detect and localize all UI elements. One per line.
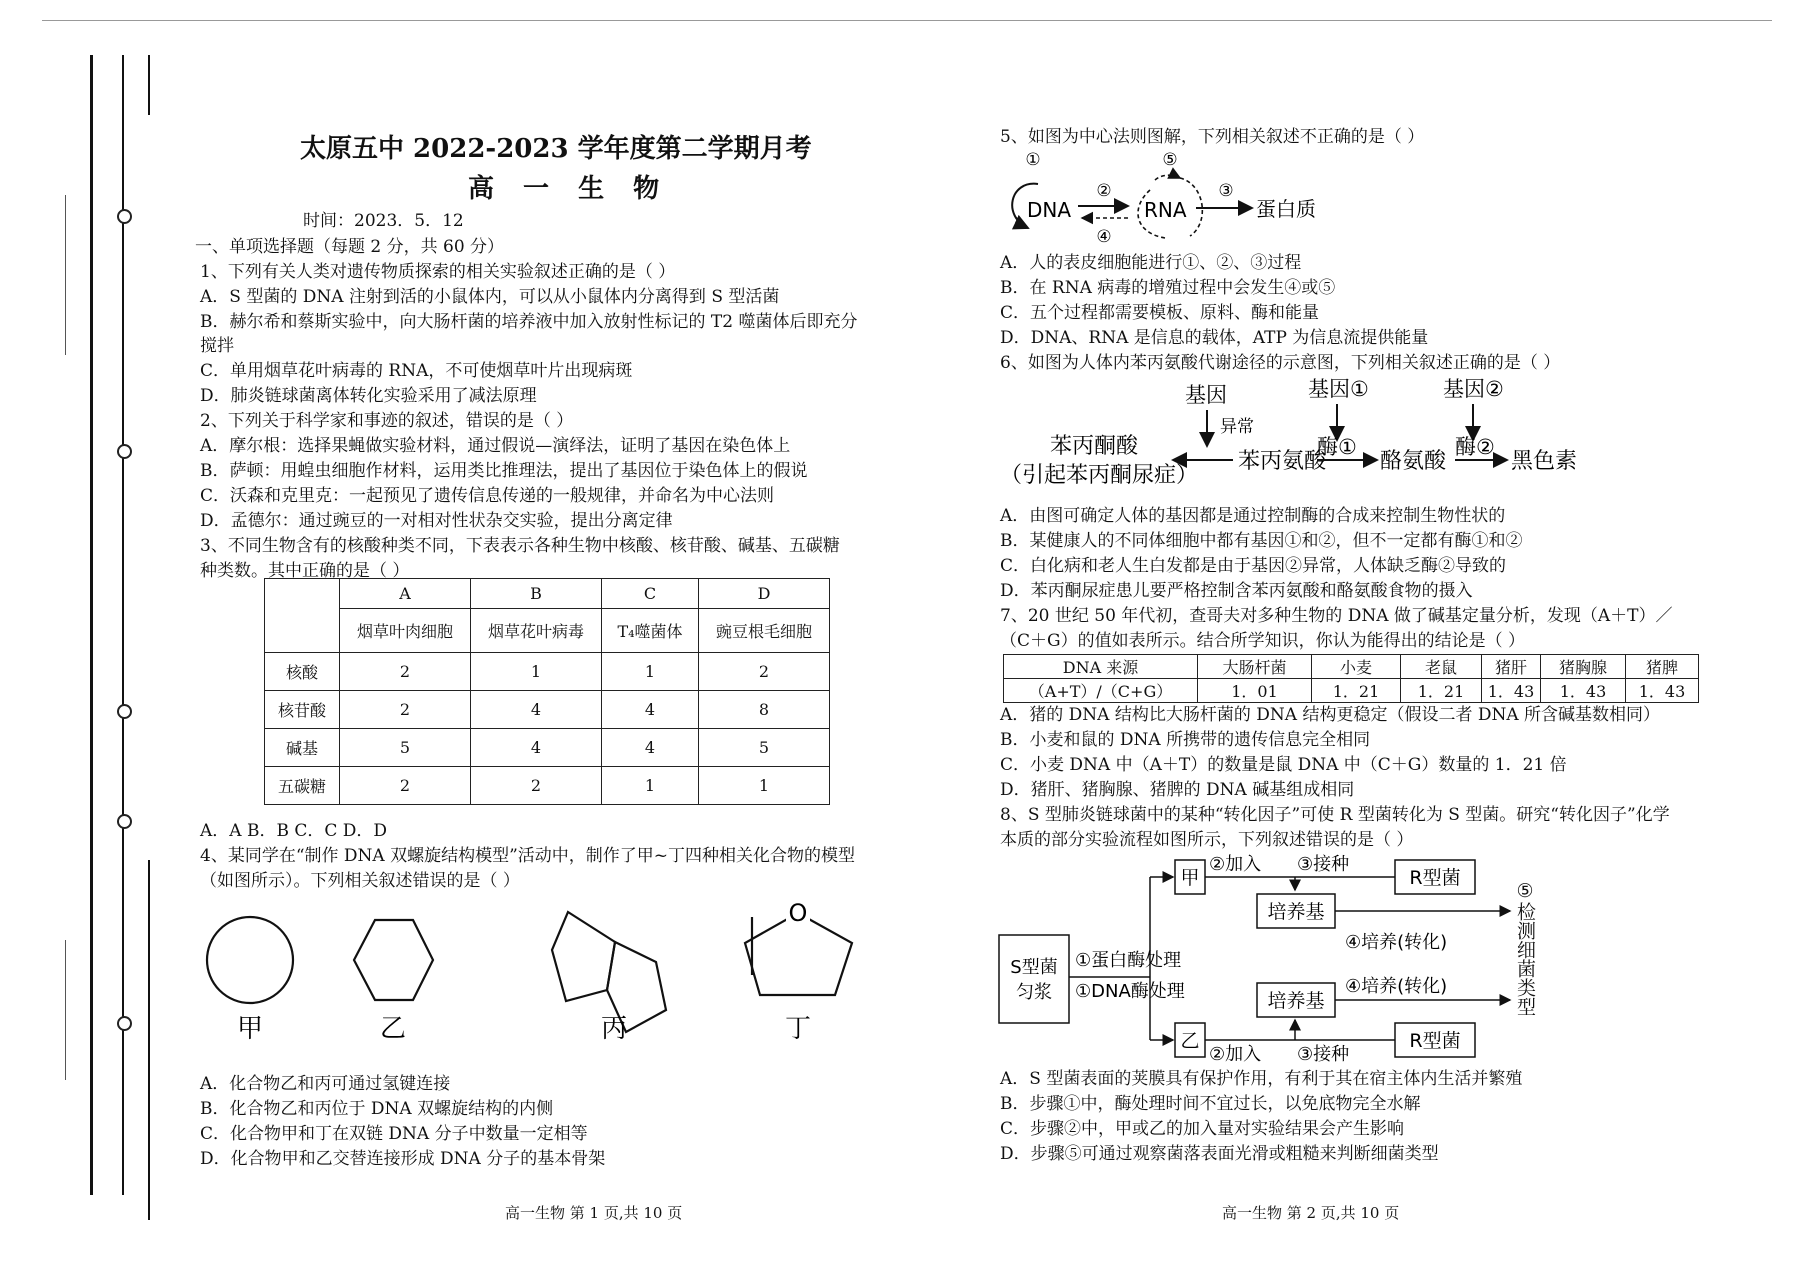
label-5: ⑤ — [1162, 150, 1178, 170]
figure-label-bing: 丙 — [600, 1014, 628, 1044]
q6-option-a: A．由图可确定人体的基因都是通过控制酶的合成来控制生物性状的 — [1000, 506, 1506, 526]
table-row — [1004, 679, 1699, 703]
label-1: ① — [1025, 150, 1041, 170]
gene-label: 基因 — [1185, 383, 1227, 407]
label-2: ② — [1096, 181, 1112, 201]
table-cell: 8 — [699, 691, 830, 729]
table-header: DNA 来源 — [1004, 655, 1198, 679]
table-cell: 1 — [699, 767, 830, 805]
q8-option-a: A．S 型菌表面的荚膜具有保护作用，有利于其在宿主体内生活并繁殖 — [1000, 1069, 1523, 1089]
yi-box-label: 乙 — [1180, 1030, 1200, 1052]
q8-stem: 8、S 型肺炎链球菌中的某种“转化因子”可使 R 型菌转化为 S 型菌。研究“转化因子”化学 — [1000, 805, 1670, 825]
circle-shape — [207, 917, 293, 1003]
q7-stem-cont: （C＋G）的值如表所示。结合所学知识，你认为能得出的结论是（ ） — [1000, 631, 1525, 651]
rna-label: RNA — [1144, 198, 1187, 222]
q1-option-b: B．赫尔希和蔡斯实验中，向大肠杆菌的培养液中加入放射性标记的 T2 噬菌体后即充分 — [200, 312, 858, 332]
culture-label-top: ④培养(转化) — [1345, 932, 1448, 953]
binding-line — [65, 195, 66, 355]
melanin-label: 黑色素 — [1511, 449, 1578, 474]
table-organism: 烟草花叶病毒 — [471, 609, 602, 653]
table-header: 猪肝 — [1482, 655, 1541, 679]
q3-table — [264, 578, 830, 805]
table-cell: 4 — [471, 729, 602, 767]
q8-option-b: B．步骤①中，酶处理时间不宜过长，以免底物完全水解 — [1000, 1094, 1421, 1114]
q4-figure — [190, 895, 890, 1070]
enzyme2-label: 酶② — [1455, 435, 1495, 459]
binding-line — [148, 860, 150, 1220]
q5-option-d: D．DNA、RNA 是信息的载体，ATP 为信息流提供能量 — [1000, 328, 1429, 348]
medium-label-top: 培养基 — [1267, 901, 1325, 923]
q3-stem: 3、不同生物含有的核酸种类不同，下表表示各种生物中核酸、核苷酸、碱基、五碳糖 — [200, 536, 840, 556]
q8-option-c: C．步骤②中，甲或乙的加入量对实验结果会产生影响 — [1000, 1119, 1405, 1139]
table-cell: 4 — [602, 691, 699, 729]
q7-option-b: B．小麦和鼠的 DNA 所携带的遗传信息完全相同 — [1000, 730, 1371, 750]
q2-option-c: C．沃森和克里克：一起预见了遗传信息传递的一般规律，并命名为中心法则 — [200, 486, 775, 506]
ring-oxygen-label: O — [788, 899, 808, 927]
gene2-label: 基因② — [1443, 377, 1504, 401]
table-col-header: D — [699, 579, 830, 609]
q4-option-a: A．化合物乙和丙可通过氢键连接 — [200, 1074, 451, 1094]
table-cell: 1．21 — [1312, 679, 1401, 703]
q5-central-dogma-figure — [1000, 148, 1340, 248]
table-row-label: 碱基 — [265, 729, 340, 767]
q6-option-d: D．苯丙酮尿症患儿要严格控制含苯丙氨酸和酪氨酸食物的摄入 — [1000, 581, 1473, 601]
q6-stem: 6、如图为人体内苯丙氨酸代谢途径的示意图，下列相关叙述正确的是（ ） — [1000, 353, 1561, 373]
q2-option-b: B．萨顿：用蝗虫细胞作材料，运用类比推理法，提出了基因位于染色体上的假说 — [200, 461, 808, 481]
table-header: 小麦 — [1312, 655, 1401, 679]
q6-option-c: C．白化病和老人生白发都是由于基因②异常，人体缺乏酶②导致的 — [1000, 556, 1507, 576]
ppa-label: 苯丙酮酸 — [1050, 434, 1139, 459]
binding-line — [148, 55, 150, 115]
table-row-label: 五碳糖 — [265, 767, 340, 805]
homogenate-label: 匀浆 — [1016, 982, 1052, 1003]
protein-label: 蛋白质 — [1256, 197, 1316, 221]
table-organism: 豌豆根毛细胞 — [699, 609, 830, 653]
hexagon-shape — [354, 920, 433, 1000]
binding-hole — [117, 704, 132, 719]
q2-option-a: A．摩尔根：选择果蝇做实验材料，通过假说—演绎法，证明了基因在染色体上 — [200, 436, 791, 456]
table-row — [265, 691, 830, 729]
q3-options: A．A B．B C．C D．D — [200, 821, 388, 841]
exam-title: 太原五中 2022-2023 学年度第二学期月考 — [300, 134, 812, 164]
binding-hole — [117, 1016, 132, 1031]
add-label-top: ②加入 — [1209, 854, 1262, 875]
q8-stem-cont: 本质的部分实验流程如图所示，下列叙述错误的是（ ） — [1000, 830, 1414, 850]
table-organism: T₄噬菌体 — [602, 609, 699, 653]
table-header: 猪脾 — [1626, 655, 1699, 679]
q4-option-c: C．化合物甲和丁在双链 DNA 分子中数量一定相等 — [200, 1124, 588, 1144]
page-footer-left: 高一生物 第 1 页,共 10 页 — [505, 1204, 683, 1222]
top-rule — [42, 20, 1772, 21]
exam-subject: 高 一 生 物 — [468, 174, 670, 204]
r-strain-label-top: R型菌 — [1409, 867, 1461, 889]
section-heading: 一、单项选择题（每题 2 分，共 60 分） — [195, 237, 505, 257]
q5-option-c: C．五个过程都需要模板、原料、酶和能量 — [1000, 303, 1320, 323]
table-col-header: A — [340, 579, 471, 609]
table-cell: 1 — [471, 653, 602, 691]
table-header: 老鼠 — [1401, 655, 1482, 679]
table-cell: 1．43 — [1541, 679, 1626, 703]
label-3: ③ — [1218, 181, 1234, 201]
table-cell: 2 — [340, 691, 471, 729]
q3-stem-cont: 种类数。其中正确的是（ ） — [200, 561, 410, 581]
binding-hole — [117, 444, 132, 459]
q8-option-d: D．步骤⑤可通过观察菌落表面光滑或粗糙来判断细菌类型 — [1000, 1144, 1439, 1164]
figure-label-yi: 乙 — [379, 1014, 407, 1044]
inoculate-label-bottom: ③接种 — [1297, 1044, 1350, 1065]
binding-hole — [117, 814, 132, 829]
q4-option-d: D．化合物甲和乙交替连接形成 DNA 分子的基本骨架 — [200, 1149, 606, 1169]
table-cell: 5 — [340, 729, 471, 767]
abnormal-label: 异常 — [1220, 417, 1254, 437]
fused-pentagon-shape — [552, 912, 615, 1001]
table-cell: 2 — [340, 767, 471, 805]
q1-stem: 1、下列有关人类对遗传物质探索的相关实验叙述正确的是（ ） — [200, 262, 676, 282]
table-cell: 2 — [471, 767, 602, 805]
q6-pathway-figure — [995, 368, 1615, 493]
table-row — [265, 767, 830, 805]
q4-stem-cont: （如图所示）。下列相关叙述错误的是（ ） — [200, 871, 520, 891]
table-header: 猪胸腺 — [1541, 655, 1626, 679]
q5-stem: 5、如图为中心法则图解，下列相关叙述不正确的是（ ） — [1000, 127, 1425, 147]
q8-experiment-figure — [995, 850, 1555, 1065]
q2-option-d: D．孟德尔：通过豌豆的一对相对性状杂交实验，提出分离定律 — [200, 511, 673, 531]
table-header: 大肠杆菌 — [1198, 655, 1312, 679]
table-cell: 1．43 — [1626, 679, 1699, 703]
table-organism: 烟草叶肉细胞 — [340, 609, 471, 653]
table-row-label: 核苷酸 — [265, 691, 340, 729]
pku-label: （引起苯丙酮尿症） — [1000, 463, 1199, 488]
table-row — [265, 729, 830, 767]
dnase-label: ①DNA酶处理 — [1075, 981, 1185, 1002]
q1-option-c: C．单用烟草花叶病毒的 RNA，不可使烟草叶片出现病斑 — [200, 361, 633, 381]
add-label-bottom: ②加入 — [1209, 1044, 1262, 1065]
exam-time: 时间：2023．5．12 — [303, 211, 464, 231]
phe-label: 苯丙氨酸 — [1238, 449, 1327, 474]
enzyme1-label: 酶① — [1317, 435, 1357, 459]
detect-label: ⑤检测细菌类型 — [1514, 880, 1536, 1016]
q7-option-d: D．猪肝、猪胸腺、猪脾的 DNA 碱基组成相同 — [1000, 780, 1355, 800]
jia-box-label: 甲 — [1180, 867, 1200, 889]
q7-table — [1003, 654, 1699, 703]
q7-stem: 7、20 世纪 50 年代初，查哥夫对多种生物的 DNA 做了碱基定量分析，发现（A＋T）／ — [1000, 606, 1673, 626]
s-strain-label: S型菌 — [1010, 957, 1058, 978]
label-4: ④ — [1096, 227, 1112, 247]
binding-line — [90, 55, 93, 1195]
figure-label-jia: 甲 — [236, 1014, 264, 1044]
page-footer-right: 高一生物 第 2 页,共 10 页 — [1222, 1204, 1400, 1222]
table-cell: 1 — [602, 653, 699, 691]
binding-line — [65, 940, 66, 1080]
q5-option-b: B．在 RNA 病毒的增殖过程中会发生④或⑤ — [1000, 278, 1336, 298]
q7-option-a: A．猪的 DNA 结构比大肠杆菌的 DNA 结构更稳定（假设二者 DNA 所含碱基数相同） — [1000, 705, 1661, 725]
medium-label-bottom: 培养基 — [1267, 990, 1325, 1012]
table-row-label: 核酸 — [265, 653, 340, 691]
q5-option-a: A．人的表皮细胞能进行①、②、③过程 — [1000, 253, 1302, 273]
table-cell: 1．43 — [1482, 679, 1541, 703]
protease-label: ①蛋白酶处理 — [1075, 950, 1182, 971]
table-col-header: C — [602, 579, 699, 609]
gene1-label: 基因① — [1308, 377, 1369, 401]
table-cell: 1．01 — [1198, 679, 1312, 703]
table-cell: 1 — [602, 767, 699, 805]
dna-label: DNA — [1027, 198, 1072, 222]
table-cell: 1．21 — [1401, 679, 1482, 703]
q1-option-d: D．肺炎链球菌离体转化实验采用了减法原理 — [200, 386, 537, 406]
table-cell: 5 — [699, 729, 830, 767]
q1-option-b-cont: 搅拌 — [200, 336, 234, 356]
q6-option-b: B．某健康人的不同体细胞中都有基因①和②，但不一定都有酶①和② — [1000, 531, 1523, 551]
r-strain-label-bottom: R型菌 — [1409, 1030, 1461, 1052]
q4-option-b: B．化合物乙和丙位于 DNA 双螺旋结构的内侧 — [200, 1099, 554, 1119]
figure-label-ding: 丁 — [784, 1014, 812, 1044]
table-cell: （A+T）/（C+G） — [1004, 679, 1198, 703]
q4-stem: 4、某同学在“制作 DNA 双螺旋结构模型”活动中，制作了甲~丁四种相关化合物的模型 — [200, 846, 856, 866]
table-cell: 2 — [340, 653, 471, 691]
table-cell: 4 — [602, 729, 699, 767]
table-row — [265, 653, 830, 691]
q2-stem: 2、下列关于科学家和事迹的叙述，错误的是（ ） — [200, 411, 574, 431]
table-cell: 2 — [699, 653, 830, 691]
culture-label-bottom: ④培养(转化) — [1345, 976, 1448, 997]
table-cell: 4 — [471, 691, 602, 729]
table-col-header: B — [471, 579, 602, 609]
tyr-label: 酪氨酸 — [1380, 449, 1447, 474]
binding-hole — [117, 209, 132, 224]
q1-option-a: A．S 型菌的 DNA 注射到活的小鼠体内，可以从小鼠体内分离得到 S 型活菌 — [200, 287, 780, 307]
q7-option-c: C．小麦 DNA 中（A＋T）的数量是鼠 DNA 中（C＋G）数量的 1．21 倍 — [1000, 755, 1567, 775]
inoculate-label-top: ③接种 — [1297, 854, 1350, 875]
